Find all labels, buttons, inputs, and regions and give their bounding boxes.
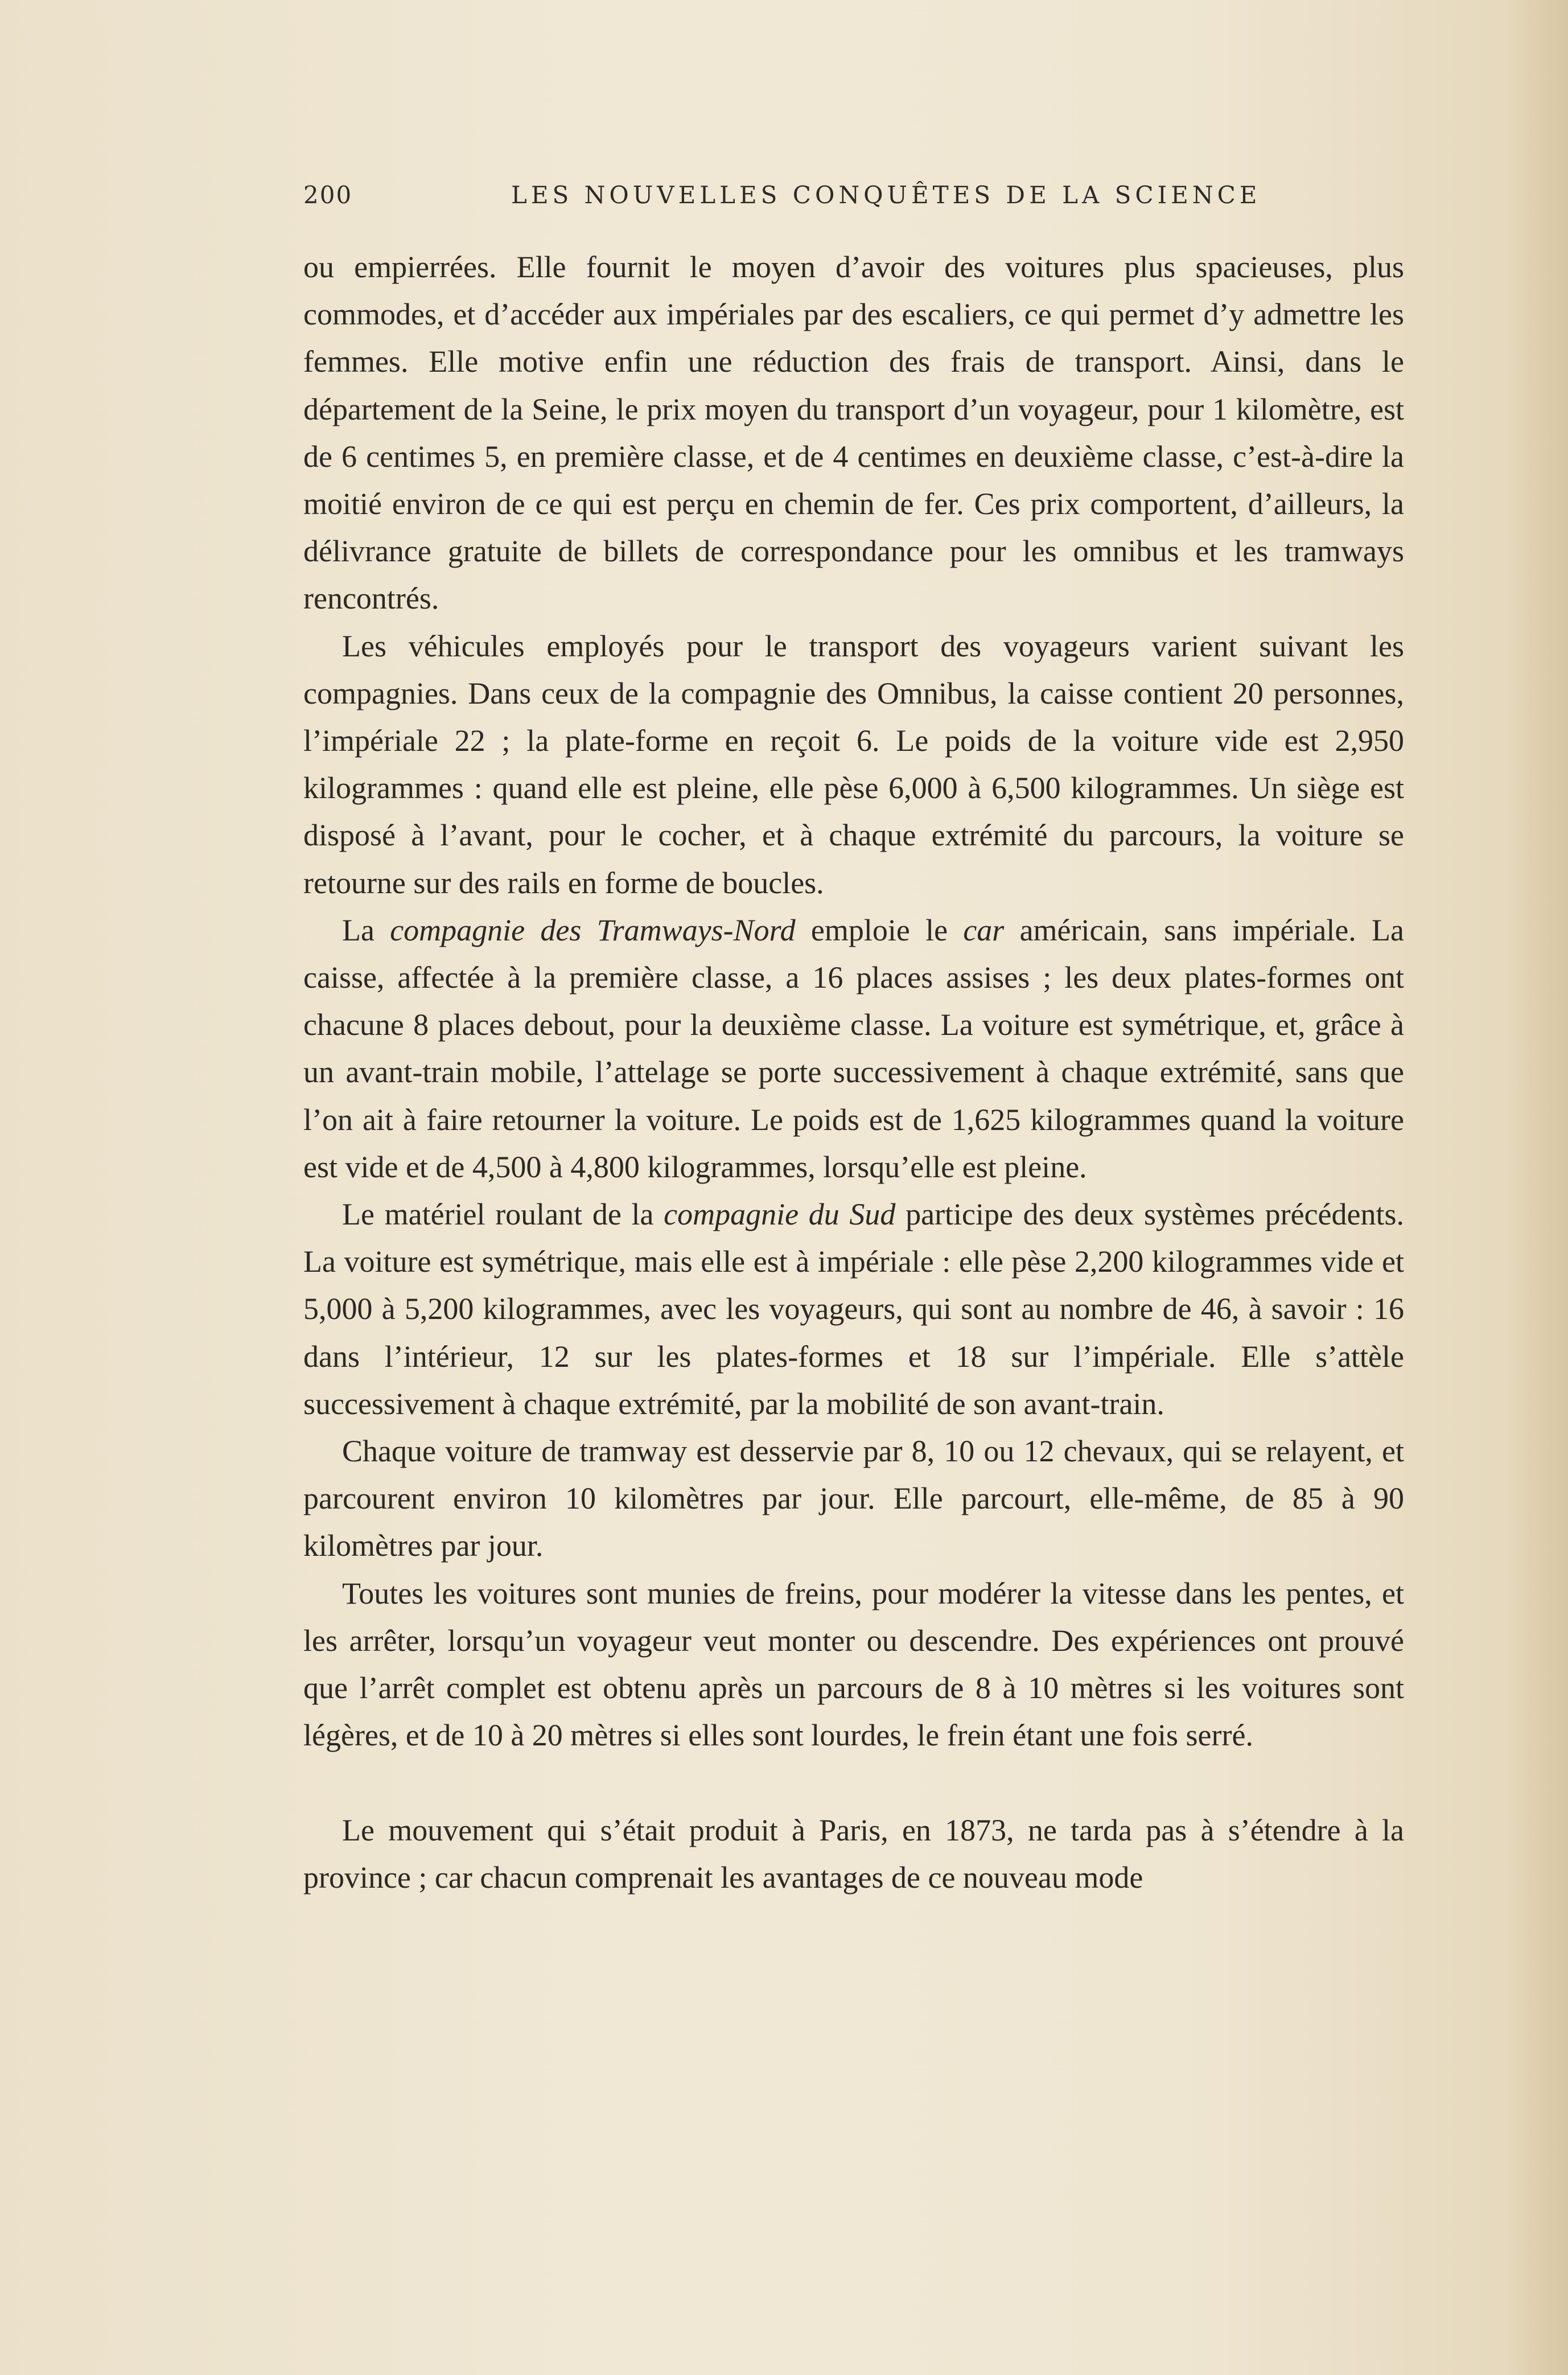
paragraph-text: Le matériel roulant de la bbox=[342, 1197, 664, 1232]
paragraph-5 bbox=[303, 1428, 1404, 1570]
paragraph-text: emploie le bbox=[795, 913, 964, 947]
page-number: 200 bbox=[303, 181, 353, 209]
paragraph-text: participe des deux systèmes précédents. La voiture est symétrique, mais elle est à impériale : elle pèse 2,200 kilogrammes vide et 5,000 à 5,200 kilogrammes, avec les voyageurs, qui sont au nombre de 46, à savoir : 16 dans l’intérieur, 12 sur les plates-formes et 18 sur l’impériale. Elle s’attèle successivement à chaque extrémité, par la mobilité de son avant-train. bbox=[303, 1197, 1405, 1421]
italic-term: car bbox=[963, 913, 1005, 947]
paragraph-text: Chaque voiture de tramway est desservie par 8, 10 ou 12 chevaux, qui se relayent, et parcourent environ 10 kilomètres par jour. Elle parcourt, elle-même, de 85 à 90 kilomètres par jour. bbox=[303, 1434, 1404, 1563]
paragraph-2 bbox=[303, 623, 1404, 907]
paragraph-4 bbox=[303, 1191, 1404, 1428]
paragraph-6 bbox=[303, 1570, 1404, 1760]
paragraph-3 bbox=[303, 907, 1404, 1191]
paragraph-text: Toutes les voitures sont munies de freins, pour modérer la vitesse dans les pentes, et les arrêter, lorsqu’un voyageur veut monter ou descendre. Des expériences ont prouvé que l’arrêt complet est obtenu après un parcours de 8 à 10 mètres si les voitures sont légères, et de 10 à 20 mètres si elles sont lourdes, le frein étant une fois serré. bbox=[303, 1576, 1404, 1753]
paragraph-1 bbox=[303, 244, 1404, 623]
italic-company-name: compagnie du Sud bbox=[664, 1197, 896, 1232]
paragraph-text: Le mouvement qui s’était produit à Paris, en 1873, ne tarda pas à s’étendre à la province ; car chacun comprenait les avantages de ce nouveau mode bbox=[303, 1813, 1404, 1895]
paragraph-text: Les véhicules employés pour le transport des voyageurs varient suivant les compagnies. Dans ceux de la compagnie des Omnibus, la caisse contient 20 personnes, l’impériale 22 ; la plate-forme en reçoit 6. Le poids de la voiture vide est 2,950 kilogrammes : quand elle est pleine, elle pèse 6,000 à 6,500 kilogrammes. Un siège est disposé à l’avant, pour le cocher, et à chaque extrémité du parcours, la voiture se retourne sur des rails en forme de boucles. bbox=[303, 628, 1404, 900]
italic-company-name: compagnie des Tramways-Nord bbox=[390, 913, 796, 947]
paragraph-text: américain, sans impériale. La caisse, affectée à la première classe, a 16 places assises ; les deux plates-formes ont chacune 8 places debout, pour la deuxième classe. La voiture est symétrique, et, grâce à un avant-train mobile, l’attelage se porte successivement à chaque extrémité, sans que l’on ait à faire retourner la voiture. Le poids est de 1,625 kilogrammes quand la voiture est vide et de 4,500 à 4,800 kilogrammes, lorsqu’elle est pleine. bbox=[303, 913, 1405, 1184]
paragraph-text: ou empierrées. Elle fournit le moyen d’avoir des voitures plus spacieuses, plus commodes, et d’accéder aux impériales par des escaliers, ce qui permet d’y admettre les femmes. Elle motive enfin une réduction des frais de transport. Ainsi, dans le département de la Seine, le prix moyen du transport d’un voyageur, pour 1 kilomètre, est de 6 centimes 5, en première classe, et de 4 centimes en deuxième classe, c’est-à-dire la moitié environ de ce qui est perçu en chemin de fer. Ces prix comportent, d’ailleurs, la délivrance gratuite de billets de correspondance pour les omnibus et les tramways rencontrés. bbox=[303, 250, 1404, 616]
page-header bbox=[303, 181, 1404, 221]
paragraph-text: La bbox=[342, 913, 390, 947]
paragraph-7 bbox=[303, 1807, 1404, 1901]
body-text bbox=[303, 244, 1404, 1901]
running-title: LES NOUVELLES CONQUÊTES DE LA SCIENCE bbox=[511, 181, 1261, 209]
